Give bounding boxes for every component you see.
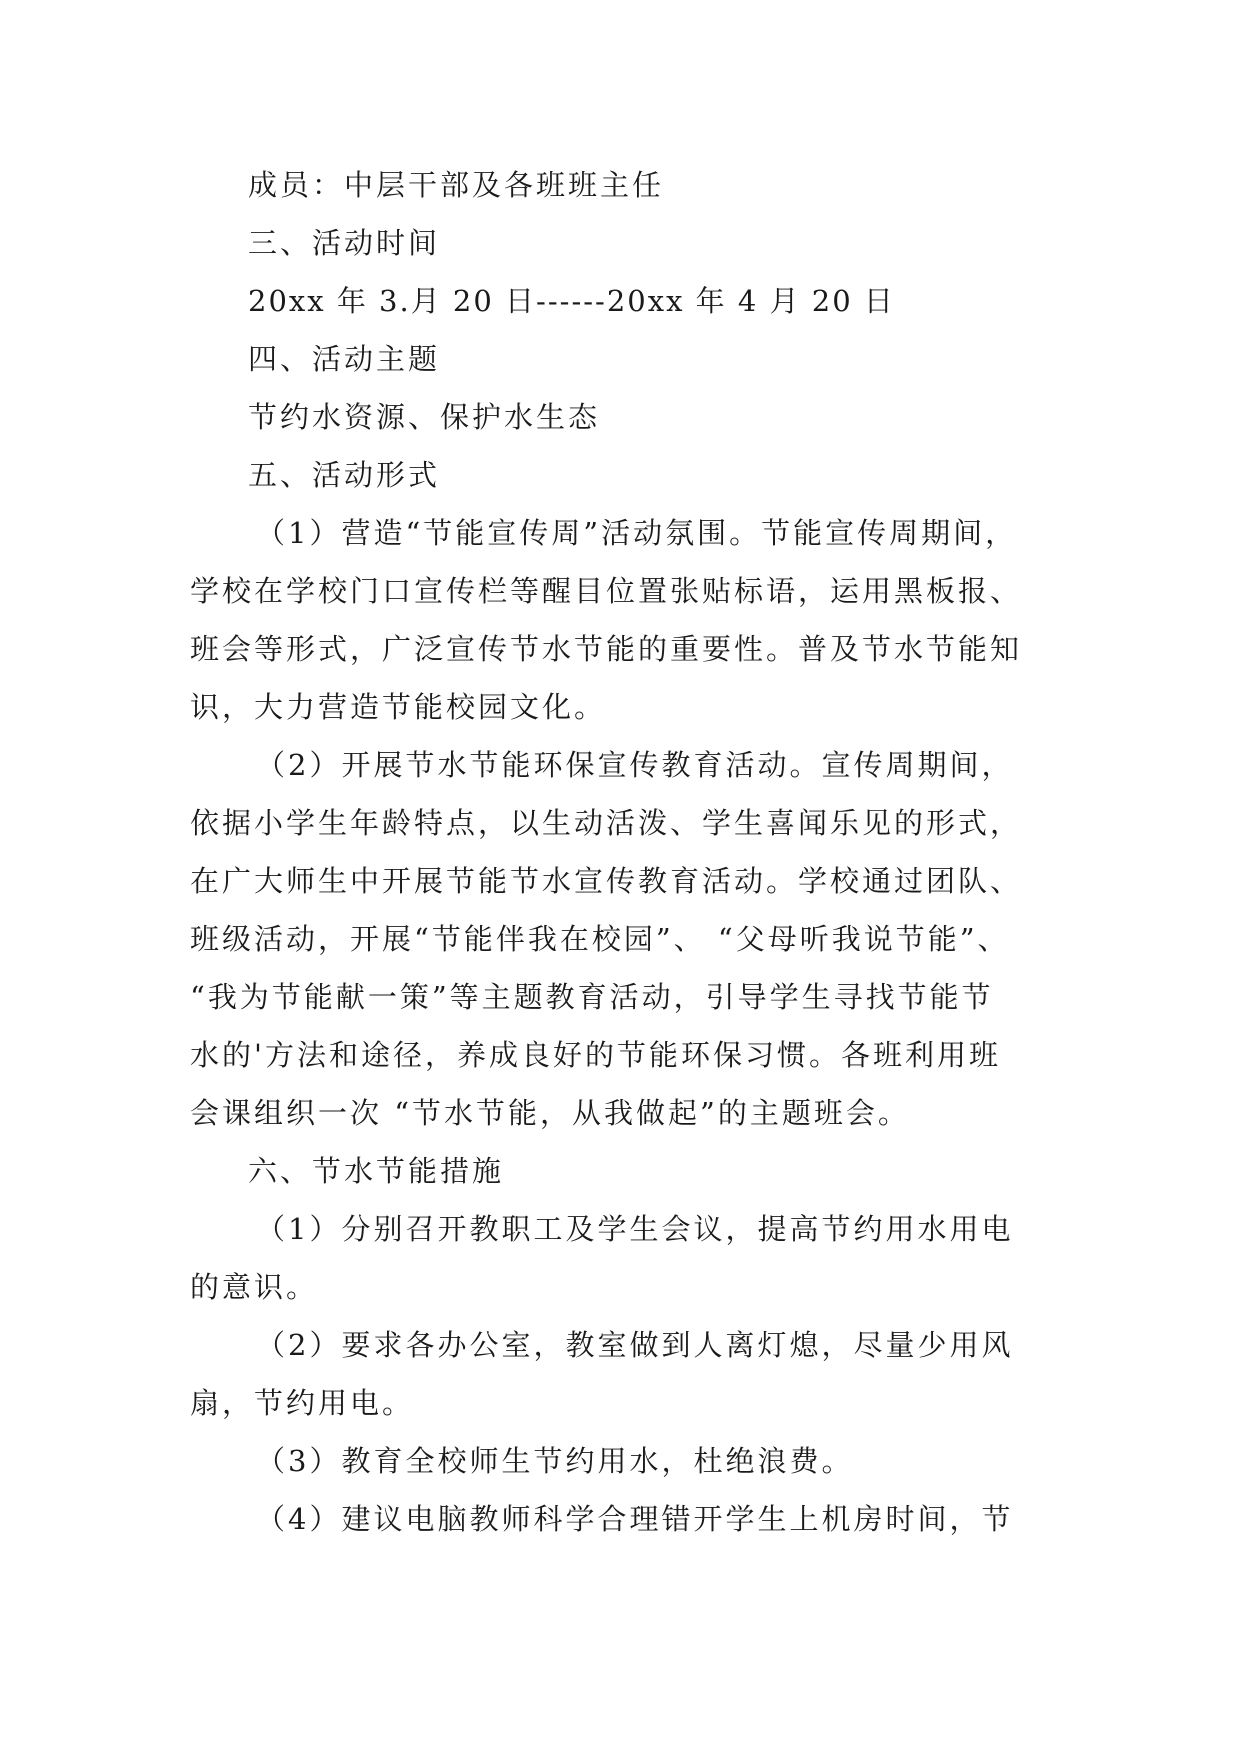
section6-item1-paragraph [190, 1200, 1060, 1316]
section5-heading: 五、活动形式 [248, 458, 441, 492]
section4-heading: 四、活动主题 [248, 342, 441, 376]
section5-item1-paragraph [190, 504, 1060, 736]
section6-heading: 六、节水节能措施 [248, 1154, 505, 1188]
paragraph-line: 识，大力营造节能校园文化。 [190, 690, 607, 724]
members-line: 成员：中层干部及各班班主任 [248, 168, 665, 202]
section6-item2-paragraph [190, 1316, 1060, 1432]
paragraph-line: 依据小学生年龄特点，以生动活泼、学生喜闻乐见的形式， [190, 806, 1023, 840]
paragraph-line: “我为节能献一策”等主题教育活动，引导学生寻找节能节 [190, 980, 994, 1014]
paragraph-line: 水的'方法和途径，养成良好的节能环保习惯。各班利用班 [190, 1038, 1001, 1072]
paragraph-line: 会课组织一次 “节水节能，从我做起”的主题班会。 [190, 1096, 910, 1130]
paragraph-line: （2）开展节水节能环保宣传教育活动。宣传周期间， [256, 748, 1014, 782]
paragraph-line: 扇，节约用电。 [190, 1386, 415, 1420]
paragraph-line: 班会等形式，广泛宣传节水节能的重要性。普及节水节能知 [190, 632, 1023, 666]
paragraph-line: （2）要求各办公室，教室做到人离灯熄，尽量少用风 [256, 1328, 1014, 1362]
paragraph-line: 在广大师生中开展节能节水宣传教育活动。学校通过团队、 [190, 864, 1023, 898]
section3-heading: 三、活动时间 [248, 226, 441, 260]
paragraph-line: （1）营造“节能宣传周”活动氛围。节能宣传周期间， [256, 516, 1018, 550]
paragraph-line: （1）分别召开教职工及学生会议，提高节约用水用电 [256, 1212, 1014, 1246]
paragraph-line: 班级活动，开展“节能伴我在校园”、 “父母听我说节能”、 [190, 922, 1010, 956]
section3-dates: 20xx 年 3.月 20 日------20xx 年 4 月 20 日 [248, 284, 895, 318]
section5-item2-paragraph [190, 736, 1060, 1142]
document-body [190, 156, 1060, 1548]
paragraph-line: 的意识。 [190, 1270, 319, 1304]
section4-theme: 节约水资源、保护水生态 [248, 400, 601, 434]
section6-item4: （4）建议电脑教师科学合理错开学生上机房时间，节 [256, 1502, 1014, 1536]
section6-item3: （3）教育全校师生节约用水，杜绝浪费。 [256, 1444, 854, 1478]
paragraph-line: 学校在学校门口宣传栏等醒目位置张贴标语，运用黑板报、 [190, 574, 1023, 608]
